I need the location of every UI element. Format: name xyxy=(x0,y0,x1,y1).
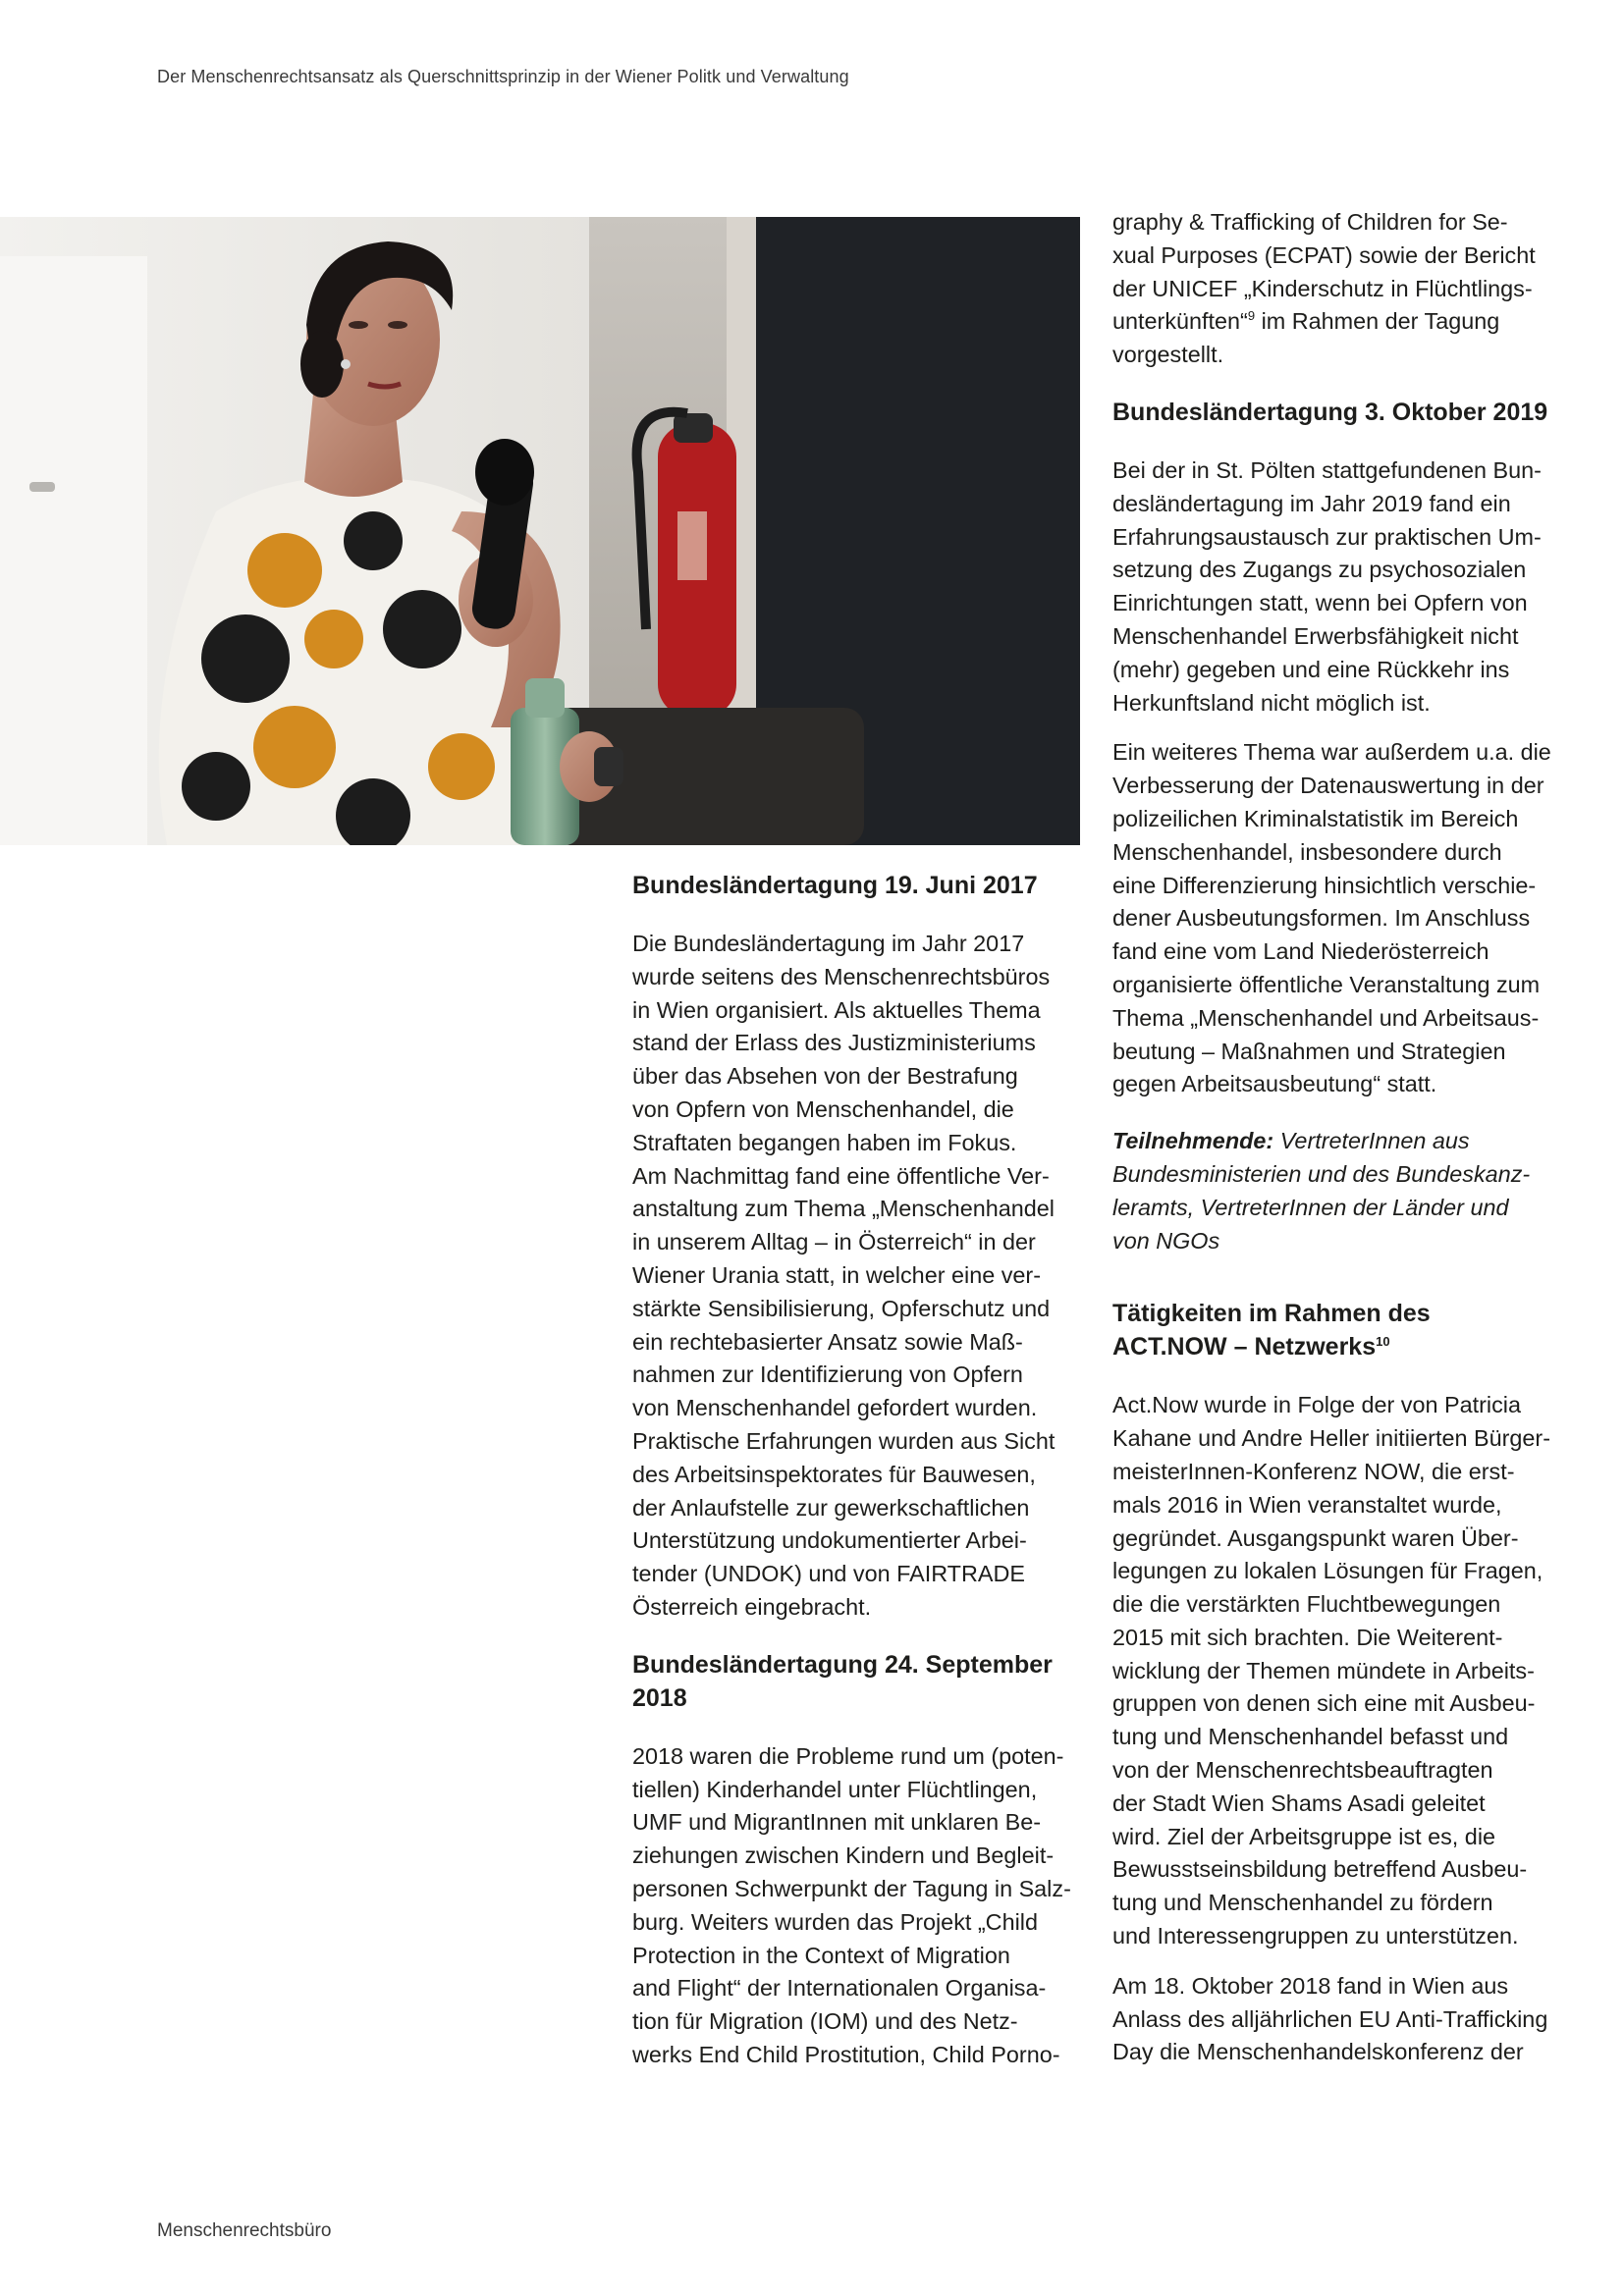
heading-actnow-line2: ACT.NOW – Netzwerks xyxy=(1112,1333,1377,1362)
participants-label: Teilnehmende: xyxy=(1112,1128,1274,1154)
heading-bundeslaendertagung-2017: Bundesländertagung 19. Juni 2017 xyxy=(632,872,1038,899)
paragraph-ecpat-continuation xyxy=(1112,206,1564,372)
participants-text: VertreterInnen aus Bundesministerien und des Bundeskanz- leramts, VertreterInnen der Länder und von NGOs xyxy=(1112,1128,1531,1254)
page-footer: Menschenrechtsbüro xyxy=(157,2220,332,2241)
running-header: Der Menschenrechtsansatz als Querschnittsprinzip in der Wiener Politk und Verwaltung xyxy=(157,67,849,86)
speaker-photo-illustration xyxy=(0,217,1080,845)
left-text-column xyxy=(632,869,1084,2089)
paragraph-2018: 2018 waren die Probleme rund um (poten- tiellen) Kinderhandel unter Flüchtlingen, UMF und MigrantInnen mit unklaren Be- ziehungen zwischen Kindern und Begleit- personen Schwerpunkt der Tagung in Salz- burg. Weiters wurden das Projekt „Child Protection in the Context of Migration and Flight“ der Internationalen Organisa- tion für Migration (IOM) und des Netz- werks End Child Prostitution, Child Porno- xyxy=(632,1742,1071,2067)
ecpat-text-part1: graphy & Trafficking of Children for Se- xual Purposes (ECPAT) sowie der Bericht der UNICEF „Kinderschutz in Flüchtlings- unterkünften“ xyxy=(1112,209,1536,335)
wristwatch xyxy=(594,747,623,786)
heading-2018-line1: Bundesländertagung 24. September xyxy=(632,1650,1053,1679)
paragraph-actnow-1: Act.Now wurde in Folge der von Patricia Kahane und Andre Heller initiierten Bürger- meisterInnen-Konferenz NOW, die erst- mals 2016 in Wien veranstaltet wurde, gegründet. Ausgangspunkt waren Über- legungen zu lokalen Lösungen für Fragen, die die verstärkten Fluchtbewegungen 2015 mit sich brachten. Die Weiterent- wicklung der Themen mündete in Arbeits- gruppen von denen sich eine mit Ausbeu- tung und Menschenhandel befasst und von der Menschenrechtsbeauftragten der Stadt Wien Shams Asadi geleitet wird. Ziel der Arbeitsgruppe ist es, die Bewusstseinsbildung betreffend Ausbeu- tung und Menschenhandel zu fördern und Interessengruppen zu unterstützen. xyxy=(1112,1392,1550,1949)
heading-2018-line2: 2018 xyxy=(632,1683,687,1712)
right-text-column xyxy=(1112,206,1564,2086)
paragraph-2019-1: Bei der in St. Pölten stattgefundenen Bun- desländertagung im Jahr 2019 fand ein Erfahrungsaustausch zur praktischen Um- setzung des Zugangs zu psychosozialen Einrichtungen statt, wenn bei Opfern von Menschenhandel Erwerbsfähigkeit nicht (mehr) gegeben und eine Rückkehr ins Herkunftsland nicht möglich ist. xyxy=(1112,456,1542,716)
footnote-ref-9[interactable]: 9 xyxy=(1247,308,1256,324)
heading-bundeslaendertagung-2018 xyxy=(632,1648,1084,1715)
heading-bundeslaendertagung-2019: Bundesländertagung 3. Oktober 2019 xyxy=(1112,398,1548,426)
footnote-ref-10[interactable]: 10 xyxy=(1376,1334,1390,1350)
heading-act-now xyxy=(1112,1297,1564,1363)
speaker-photo xyxy=(0,217,1080,845)
paragraph-actnow-2: Am 18. Oktober 2018 fand in Wien aus Anlass des alljährlichen EU Anti-Trafficking Day die Menschenhandelskonferenz der xyxy=(1112,1972,1548,2065)
ecpat-text-part2: im Rahmen der Tagung vorgestellt. xyxy=(1112,308,1500,368)
participants-note xyxy=(1112,1125,1564,1257)
paragraph-2019-2: Ein weiteres Thema war außerdem u.a. die Verbesserung der Datenauswertung in der polizeilichen Kriminalstatistik im Bereich Menschenhandel, insbesondere durch eine Differenzierung hinsichtlich verschie- dener Ausbeutungsformen. Im Anschluss fand eine vom Land Niederösterreich organisierte öffentliche Veranstaltung zum Thema „Menschenhandel und Arbeitsaus- beutung – Maßnahmen und Strategien gegen Arbeitsausbeutung“ statt. xyxy=(1112,739,1551,1097)
door xyxy=(0,256,147,845)
heading-actnow-line1: Tätigkeiten im Rahmen des xyxy=(1112,1300,1431,1328)
paragraph-2017: Die Bundesländertagung im Jahr 2017 wurde seitens des Menschenrechtsbüros in Wien organisiert. Als aktuelles Thema stand der Erlass des Justizministeriums über das Absehen von der Bestrafung von Opfern von Menschenhandel, die Straftaten begangen haben im Fokus. Am Nachmittag fand eine öffentliche Ver- anstaltung zum Thema „Menschenhandel in unserem Alltag – in Österreich“ in der Wiener Urania statt, in welcher eine ver- stärkte Sensibilisierung, Opferschutz und ein rechtebasierter Ansatz sowie Maß- nahmen zur Identifizierung von Opfern von Menschenhandel gefordert wurden. Praktische Erfahrungen wurden aus Sicht des Arbeitsinspektorates für Bauwesen, der Anlaufstelle zur gewerkschaftlichen Unterstützung undokumentierter Arbei- tender (UNDOK) und von FAIRTRADE Österreich eingebracht. xyxy=(632,931,1056,1620)
door-handle xyxy=(29,482,55,492)
earring xyxy=(341,359,351,369)
